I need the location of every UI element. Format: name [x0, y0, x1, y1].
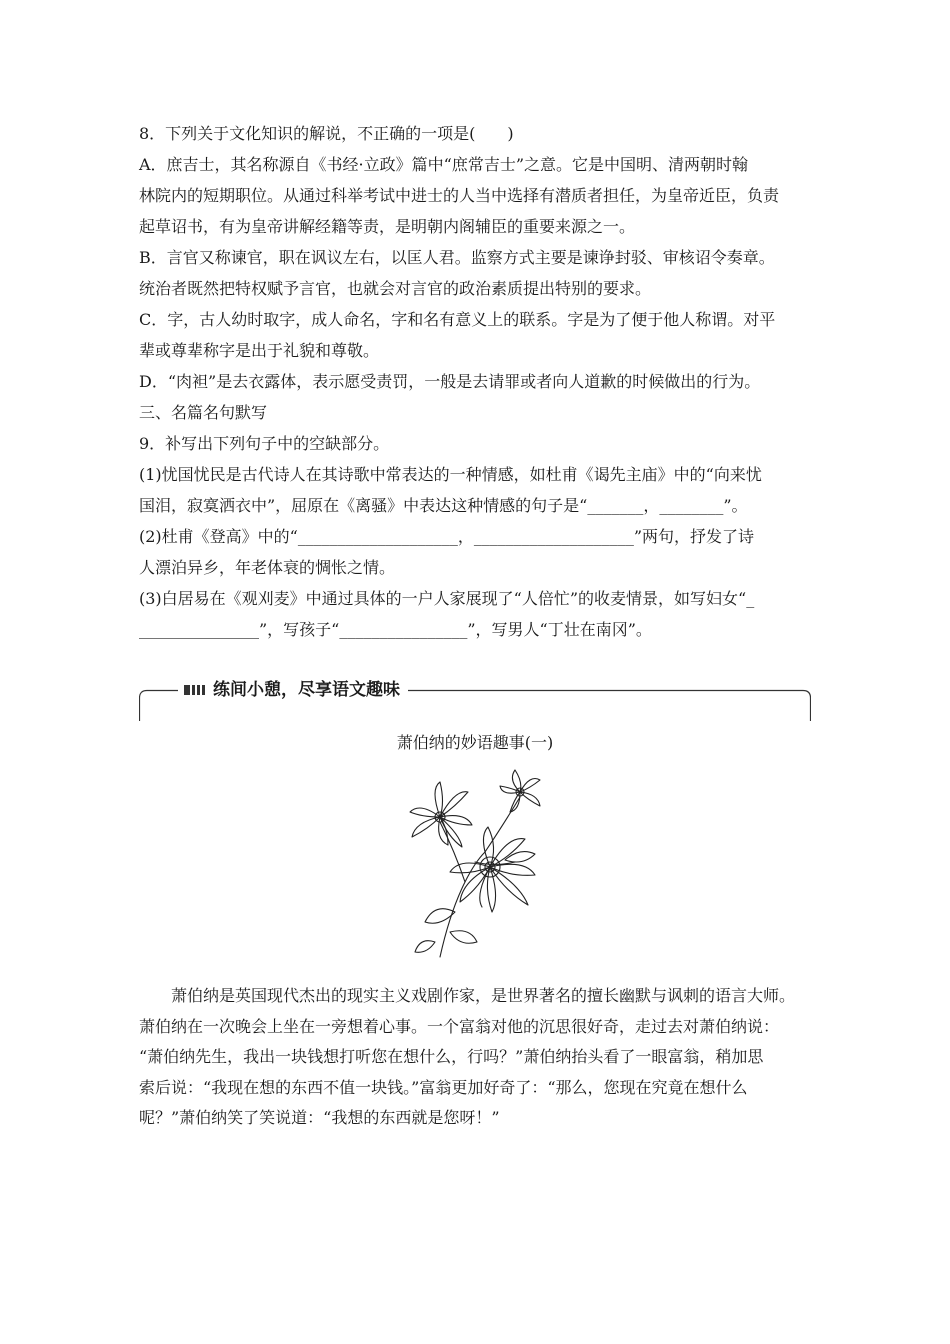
text-line: A．庶吉士，其名称源自《书经·立政》篇中“庶常吉士”之意。它是中国明、清两朝时翰 — [139, 155, 749, 174]
text-line: _______________”，写孩子“________________”，写男人“丁壮在南冈”。 — [139, 620, 652, 639]
text-line: (1)忧国忧民是古代诗人在其诗歌中常表达的一种情感，如杜甫《谒先主庙》中的“向来忧 — [139, 465, 762, 484]
text-line: D．“肉袒”是去衣露体，表示愿受责罚，一般是去请罪或者向人道歉的时候做出的行为。 — [139, 372, 761, 391]
chrysanthemum-illustration — [395, 762, 555, 962]
text-line: 萧伯纳在一次晚会上坐在一旁想着心事。一个富翁对他的沉思很好奇，走过去对萧伯纳说： — [139, 1016, 780, 1036]
text-line: (3)白居易在《观刈麦》中通过具体的一户人家展现了“人倍忙”的收麦情景，如写妇女“_ — [139, 589, 755, 608]
text-line: “萧伯纳先生，我出一块钱想打听您在想什么，行吗？”萧伯纳抬头看了一眼富翁，稍加思 — [139, 1047, 764, 1066]
text-line: 辈或尊辈称字是出于礼貌和尊敬。 — [139, 341, 380, 360]
text-line: 林院内的短期职位。从通过科举考试中进士的人当中选择有潜质者担任，为皇帝近臣，负责 — [139, 186, 780, 205]
text-line: 起草诏书，有为皇帝讲解经籍等责，是明朝内阁辅臣的重要来源之一。 — [139, 217, 636, 236]
text-line: 索后说：“我现在想的东西不值一块钱。”富翁更加好奇了：“那么，您现在究竟在想什么 — [139, 1077, 748, 1097]
question-section — [139, 118, 819, 645]
text-line: B．言官又称谏官，职在讽议左右，以匡人君。监察方式主要是谏诤封驳、审核诏令奏章。 — [139, 248, 775, 267]
text-line: 国泪，寂寞洒衣中”，屈原在《离骚》中表达这种情感的句子是“_______，________”。 — [139, 496, 748, 515]
text-line: 呢？”萧伯纳笑了笑说道：“我想的东西就是您呀！” — [139, 1108, 500, 1127]
section-heading: 三、名篇名句默写 — [139, 403, 268, 422]
decorative-bars-icon — [184, 685, 205, 695]
text-line: 统治者既然把特权赋予言官，也就会对言官的政治素质提出特别的要求。 — [139, 279, 652, 298]
text-line: (2)杜甫《登高》中的“____________________，____________________”两句，抒发了诗 — [139, 527, 755, 546]
text-line: 9．补写出下列句子中的空缺部分。 — [139, 434, 390, 453]
text-line: 萧伯纳是英国现代杰出的现实主义戏剧作家，是世界著名的擅长幽默与讽刺的语言大师。 — [139, 986, 796, 1005]
text-line: 人漂泊异乡，年老体衰的惆怅之情。 — [139, 558, 396, 577]
text-line: C．字，古人幼时取字，成人命名，字和名有意义上的联系。字是为了便于他人称谓。对平 — [139, 310, 776, 329]
box-title — [178, 678, 408, 702]
story-body — [139, 981, 819, 1134]
story-title: 萧伯纳的妙语趣事(一) — [396, 733, 554, 752]
box-title-text: 练间小憩，尽享语文趣味 — [213, 680, 400, 700]
text-line: 8．下列关于文化知识的解说，不正确的一项是( ) — [139, 124, 514, 143]
